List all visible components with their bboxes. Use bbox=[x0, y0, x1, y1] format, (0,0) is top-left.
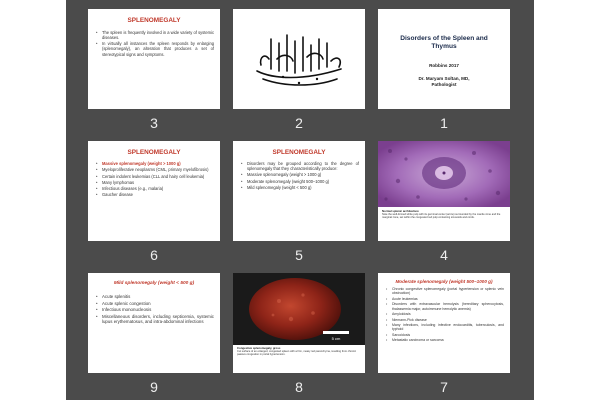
figure-caption-title: Congestive splenomegaly, gross bbox=[237, 346, 281, 350]
gross-specimen-image bbox=[233, 273, 365, 345]
bullet: • Myeloproliferative neoplasms (CML, primary myelofibrosis) bbox=[96, 167, 214, 172]
slide-4-number: 4 bbox=[440, 247, 448, 263]
slide-title: Mild splenomegaly (weight < 500 g) bbox=[113, 281, 195, 286]
bullet: • Infectious mononucleosis bbox=[96, 307, 214, 312]
presentation-title: Disorders of the Spleen and Thymus bbox=[400, 35, 488, 50]
bullet: • Certain indolent leukemias (CLL and hairy cell leukemia) bbox=[96, 174, 214, 179]
bullet: • Amyloidosis bbox=[386, 312, 504, 316]
slide-3-number: 3 bbox=[150, 115, 158, 131]
slide-5-number: 5 bbox=[295, 247, 303, 263]
bullet: • Miscellaneous disorders, including septicemia, systemic lupus erythematosus, and intra-abdominal infections bbox=[96, 314, 214, 325]
bullet: • Many infections, including infective endocarditis, tuberculosis, and typhoid bbox=[386, 323, 504, 332]
bullet: • Metastatic carcinoma or sarcoma bbox=[386, 338, 504, 342]
bullet: • The spleen is frequently involved in a wide variety of systemic diseases. bbox=[96, 30, 214, 40]
slide-8-thumbnail[interactable] bbox=[233, 273, 365, 373]
bullet: • Acute splenitis bbox=[96, 294, 214, 299]
bullet: • Sarcoidosis bbox=[386, 333, 504, 337]
slide-8-number: 8 bbox=[295, 379, 303, 395]
bullet: • Gaucher disease bbox=[96, 192, 214, 197]
slide-6-thumbnail[interactable] bbox=[88, 141, 220, 241]
author-name: Dr. Maryam Soltan, MD, bbox=[418, 76, 470, 81]
slide-2-thumbnail[interactable] bbox=[233, 9, 365, 109]
bullet: • Many lymphomas bbox=[96, 180, 214, 185]
bullet: • Moderate splenomegaly (weight 500–1000 g) bbox=[241, 179, 359, 184]
bullet: • Chronic congestive splenomegaly (portal hypertension or splenic vein obstruction) bbox=[386, 287, 504, 296]
slide-title: SPLENOMEGALY bbox=[127, 149, 181, 156]
slide-7-thumbnail[interactable] bbox=[378, 273, 510, 373]
slide-6-number: 6 bbox=[150, 247, 158, 263]
bullet: • Niemann-Pick disease bbox=[386, 318, 504, 322]
figure-caption-text: Note the well-formed white pulp with its germinal center (arrow) surrounded by the mantle zone and the marginal zone, set within the congested red pulp containing sinusoids and cords. bbox=[382, 213, 501, 220]
scale-bar-label: 5 cm bbox=[331, 336, 341, 341]
slide-title: SPLENOMEGALY bbox=[127, 17, 181, 24]
bullet: • Massive splenomegaly (weight > 1000 g) bbox=[241, 172, 359, 177]
calligraphy-image bbox=[233, 9, 365, 109]
bullet: • Disorders with extravascular hemolysis (hereditary spherocytosis, thalassemia major, autoimmune hemolytic anemia) bbox=[386, 302, 504, 311]
slide-2-number: 2 bbox=[295, 115, 303, 131]
figure-caption-text: Cut surface of an enlarged, congested spleen with a firm, meaty red parenchyma, resulting from chronic passive congestion in portal hypertension. bbox=[237, 350, 357, 357]
bullet: • Disorders may be grouped according to the degree of splenomegaly that they characteristically produce: bbox=[241, 161, 359, 171]
slide-3-thumbnail[interactable] bbox=[88, 9, 220, 109]
slide-4-thumbnail[interactable] bbox=[378, 141, 510, 241]
slide-title: SPLENOMEGALY bbox=[272, 149, 326, 156]
author-role: Pathologist bbox=[431, 82, 457, 87]
slide-1-number: 1 bbox=[440, 115, 448, 131]
bullet: • Mild splenomegaly (weight < 500 g) bbox=[241, 185, 359, 190]
bullet: • Infectious diseases (e.g., malaria) bbox=[96, 186, 214, 191]
figure-caption-title: Normal splenic architecture bbox=[382, 209, 419, 213]
slide-5-thumbnail[interactable] bbox=[233, 141, 365, 241]
bullet: • In virtually all instances the spleen responds by enlarging (splenomegaly), an alteration that produces a set of stereotypical signs and symptoms. bbox=[96, 41, 214, 56]
bullet: • Acute leukemias bbox=[386, 297, 504, 301]
slide-title: Moderate splenomegaly (weight 500–1000 g) bbox=[395, 279, 493, 284]
histology-image bbox=[378, 141, 510, 207]
slide-sorter bbox=[66, 0, 534, 400]
bullet: • Acute splenic congestion bbox=[96, 301, 214, 306]
slide-9-thumbnail[interactable] bbox=[88, 273, 220, 373]
source-label: Robbins 2017 bbox=[429, 63, 459, 68]
slide-1-thumbnail[interactable] bbox=[378, 9, 510, 109]
bullet-highlight: • Massive splenomegaly (weight > 1000 g) bbox=[96, 161, 214, 166]
slide-7-number: 7 bbox=[440, 379, 448, 395]
slide-9-number: 9 bbox=[150, 379, 158, 395]
